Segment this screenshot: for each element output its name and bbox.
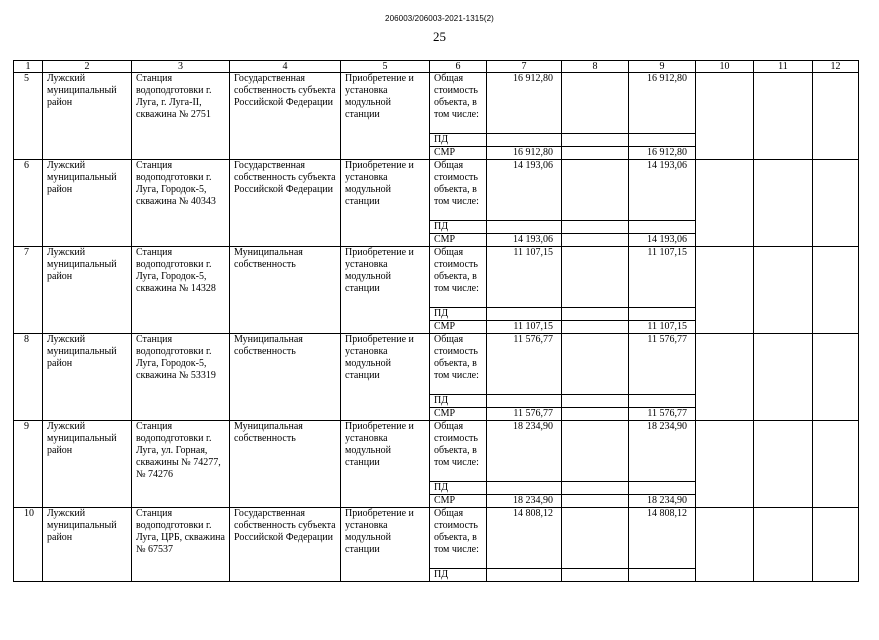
col7-value: 16 912,80 xyxy=(487,147,562,160)
col7-value xyxy=(487,395,562,408)
table-row xyxy=(14,508,859,569)
col7-value xyxy=(487,482,562,495)
col9-value: 11 107,15 xyxy=(629,247,696,308)
col9-value: 16 912,80 xyxy=(629,73,696,134)
header-cell: 8 xyxy=(562,61,629,73)
work-type-cell: Приобретение и установка модульной станции xyxy=(341,508,430,582)
col9-value: 18 234,90 xyxy=(629,421,696,482)
district-cell: Лужский муниципальный район xyxy=(43,160,132,247)
col8-value xyxy=(562,334,629,395)
col8-value xyxy=(562,234,629,247)
cost-label-cell: ПД xyxy=(430,308,487,321)
col12-value xyxy=(813,334,859,421)
col8-value xyxy=(562,308,629,321)
header-cell: 4 xyxy=(230,61,341,73)
cost-label-cell: ПД xyxy=(430,482,487,495)
col8-value xyxy=(562,421,629,482)
col9-value: 18 234,90 xyxy=(629,495,696,508)
col9-value: 14 193,06 xyxy=(629,160,696,221)
header-cell: 7 xyxy=(487,61,562,73)
col9-value: 14 808,12 xyxy=(629,508,696,569)
col9-value: 11 107,15 xyxy=(629,321,696,334)
cost-label-cell: Общая стоимость объекта, в том числе: xyxy=(430,421,487,482)
header-row xyxy=(14,61,859,73)
cost-label-cell: СМР xyxy=(430,495,487,508)
ownership-cell: Муниципальная собственность xyxy=(230,334,341,421)
ownership-cell: Государственная собственность субъекта Российской Федерации xyxy=(230,73,341,160)
col7-value: 14 808,12 xyxy=(487,508,562,569)
cost-label-cell: Общая стоимость объекта, в том числе: xyxy=(430,334,487,395)
col9-value xyxy=(629,395,696,408)
work-type-cell: Приобретение и установка модульной станции xyxy=(341,160,430,247)
col7-value: 18 234,90 xyxy=(487,495,562,508)
col12-value xyxy=(813,508,859,582)
cost-label-cell: ПД xyxy=(430,395,487,408)
col9-value: 16 912,80 xyxy=(629,147,696,160)
cost-label-cell: ПД xyxy=(430,134,487,147)
header-cell: 5 xyxy=(341,61,430,73)
object-cell: Станция водоподготовки г. Луга, Городок-5, скважина № 40343 xyxy=(132,160,230,247)
cost-label-cell: СМР xyxy=(430,408,487,421)
col8-value xyxy=(562,147,629,160)
ownership-cell: Государственная собственность субъекта Российской Федерации xyxy=(230,160,341,247)
col10-value xyxy=(696,73,754,160)
ownership-cell: Государственная собственность субъекта Российской Федерации xyxy=(230,508,341,582)
col8-value xyxy=(562,508,629,569)
col7-value xyxy=(487,569,562,582)
district-cell: Лужский муниципальный район xyxy=(43,247,132,334)
col8-value xyxy=(562,395,629,408)
cost-label-cell: Общая стоимость объекта, в том числе: xyxy=(430,160,487,221)
col12-value xyxy=(813,421,859,508)
object-cell: Станция водоподготовки г. Луга, ЦРБ, скважина № 67537 xyxy=(132,508,230,582)
header-cell: 12 xyxy=(813,61,859,73)
col7-value: 11 576,77 xyxy=(487,408,562,421)
col8-value xyxy=(562,408,629,421)
table-row xyxy=(14,334,859,395)
header-cell: 6 xyxy=(430,61,487,73)
work-type-cell: Приобретение и установка модульной станции xyxy=(341,247,430,334)
work-type-cell: Приобретение и установка модульной станции xyxy=(341,73,430,160)
row-number: 8 xyxy=(14,334,43,421)
col12-value xyxy=(813,160,859,247)
col8-value xyxy=(562,160,629,221)
table-row xyxy=(14,160,859,221)
row-number: 10 xyxy=(14,508,43,582)
budget-table xyxy=(13,60,859,582)
row-number: 9 xyxy=(14,421,43,508)
row-number: 5 xyxy=(14,73,43,160)
district-cell: Лужский муниципальный район xyxy=(43,334,132,421)
table-row xyxy=(14,421,859,482)
col8-value xyxy=(562,221,629,234)
col10-value xyxy=(696,334,754,421)
district-cell: Лужский муниципальный район xyxy=(43,508,132,582)
col12-value xyxy=(813,247,859,334)
object-cell: Станция водоподготовки г. Луга, ул. Горная, скважины № 74277, № 74276 xyxy=(132,421,230,508)
col9-value xyxy=(629,569,696,582)
cost-label-cell: ПД xyxy=(430,569,487,582)
header-cell: 1 xyxy=(14,61,43,73)
col8-value xyxy=(562,321,629,334)
col8-value xyxy=(562,569,629,582)
col7-value xyxy=(487,308,562,321)
col8-value xyxy=(562,495,629,508)
header-cell: 10 xyxy=(696,61,754,73)
col8-value xyxy=(562,134,629,147)
col11-value xyxy=(754,247,813,334)
ownership-cell: Муниципальная собственность xyxy=(230,247,341,334)
col12-value xyxy=(813,73,859,160)
cost-label-cell: СМР xyxy=(430,147,487,160)
col8-value xyxy=(562,73,629,134)
district-cell: Лужский муниципальный район xyxy=(43,73,132,160)
page-number: 25 xyxy=(433,29,446,44)
col11-value xyxy=(754,334,813,421)
cost-label-cell: СМР xyxy=(430,321,487,334)
object-cell: Станция водоподготовки г. Луга, Городок-5, скважина № 53319 xyxy=(132,334,230,421)
document-id: 206003/206003-2021-1315(2) xyxy=(385,14,494,23)
col10-value xyxy=(696,160,754,247)
col9-value: 11 576,77 xyxy=(629,408,696,421)
row-number: 7 xyxy=(14,247,43,334)
col11-value xyxy=(754,421,813,508)
col9-value xyxy=(629,482,696,495)
col7-value xyxy=(487,221,562,234)
header-cell: 3 xyxy=(132,61,230,73)
cost-label-cell: Общая стоимость объекта, в том числе: xyxy=(430,508,487,569)
header-cell: 11 xyxy=(754,61,813,73)
header-cell: 9 xyxy=(629,61,696,73)
col9-value xyxy=(629,221,696,234)
cost-label-cell: Общая стоимость объекта, в том числе: xyxy=(430,247,487,308)
col8-value xyxy=(562,247,629,308)
table-row xyxy=(14,73,859,134)
col10-value xyxy=(696,421,754,508)
cost-label-cell: СМР xyxy=(430,234,487,247)
col10-value xyxy=(696,247,754,334)
col9-value: 14 193,06 xyxy=(629,234,696,247)
object-cell: Станция водоподготовки г. Луга, Городок-5, скважина № 14328 xyxy=(132,247,230,334)
col10-value xyxy=(696,508,754,582)
cost-label-cell: Общая стоимость объекта, в том числе: xyxy=(430,73,487,134)
col9-value xyxy=(629,134,696,147)
district-cell: Лужский муниципальный район xyxy=(43,421,132,508)
work-type-cell: Приобретение и установка модульной станции xyxy=(341,334,430,421)
col11-value xyxy=(754,508,813,582)
ownership-cell: Муниципальная собственность xyxy=(230,421,341,508)
col7-value xyxy=(487,134,562,147)
row-number: 6 xyxy=(14,160,43,247)
work-type-cell: Приобретение и установка модульной станции xyxy=(341,421,430,508)
col7-value: 14 193,06 xyxy=(487,160,562,221)
cost-label-cell: ПД xyxy=(430,221,487,234)
col7-value: 11 107,15 xyxy=(487,247,562,308)
col9-value: 11 576,77 xyxy=(629,334,696,395)
header-cell: 2 xyxy=(43,61,132,73)
col7-value: 14 193,06 xyxy=(487,234,562,247)
col11-value xyxy=(754,73,813,160)
col7-value: 11 576,77 xyxy=(487,334,562,395)
col8-value xyxy=(562,482,629,495)
col7-value: 11 107,15 xyxy=(487,321,562,334)
col11-value xyxy=(754,160,813,247)
col9-value xyxy=(629,308,696,321)
object-cell: Станция водоподготовки г. Луга, г. Луга-II, скважина № 2751 xyxy=(132,73,230,160)
col7-value: 16 912,80 xyxy=(487,73,562,134)
col7-value: 18 234,90 xyxy=(487,421,562,482)
table-row xyxy=(14,247,859,308)
